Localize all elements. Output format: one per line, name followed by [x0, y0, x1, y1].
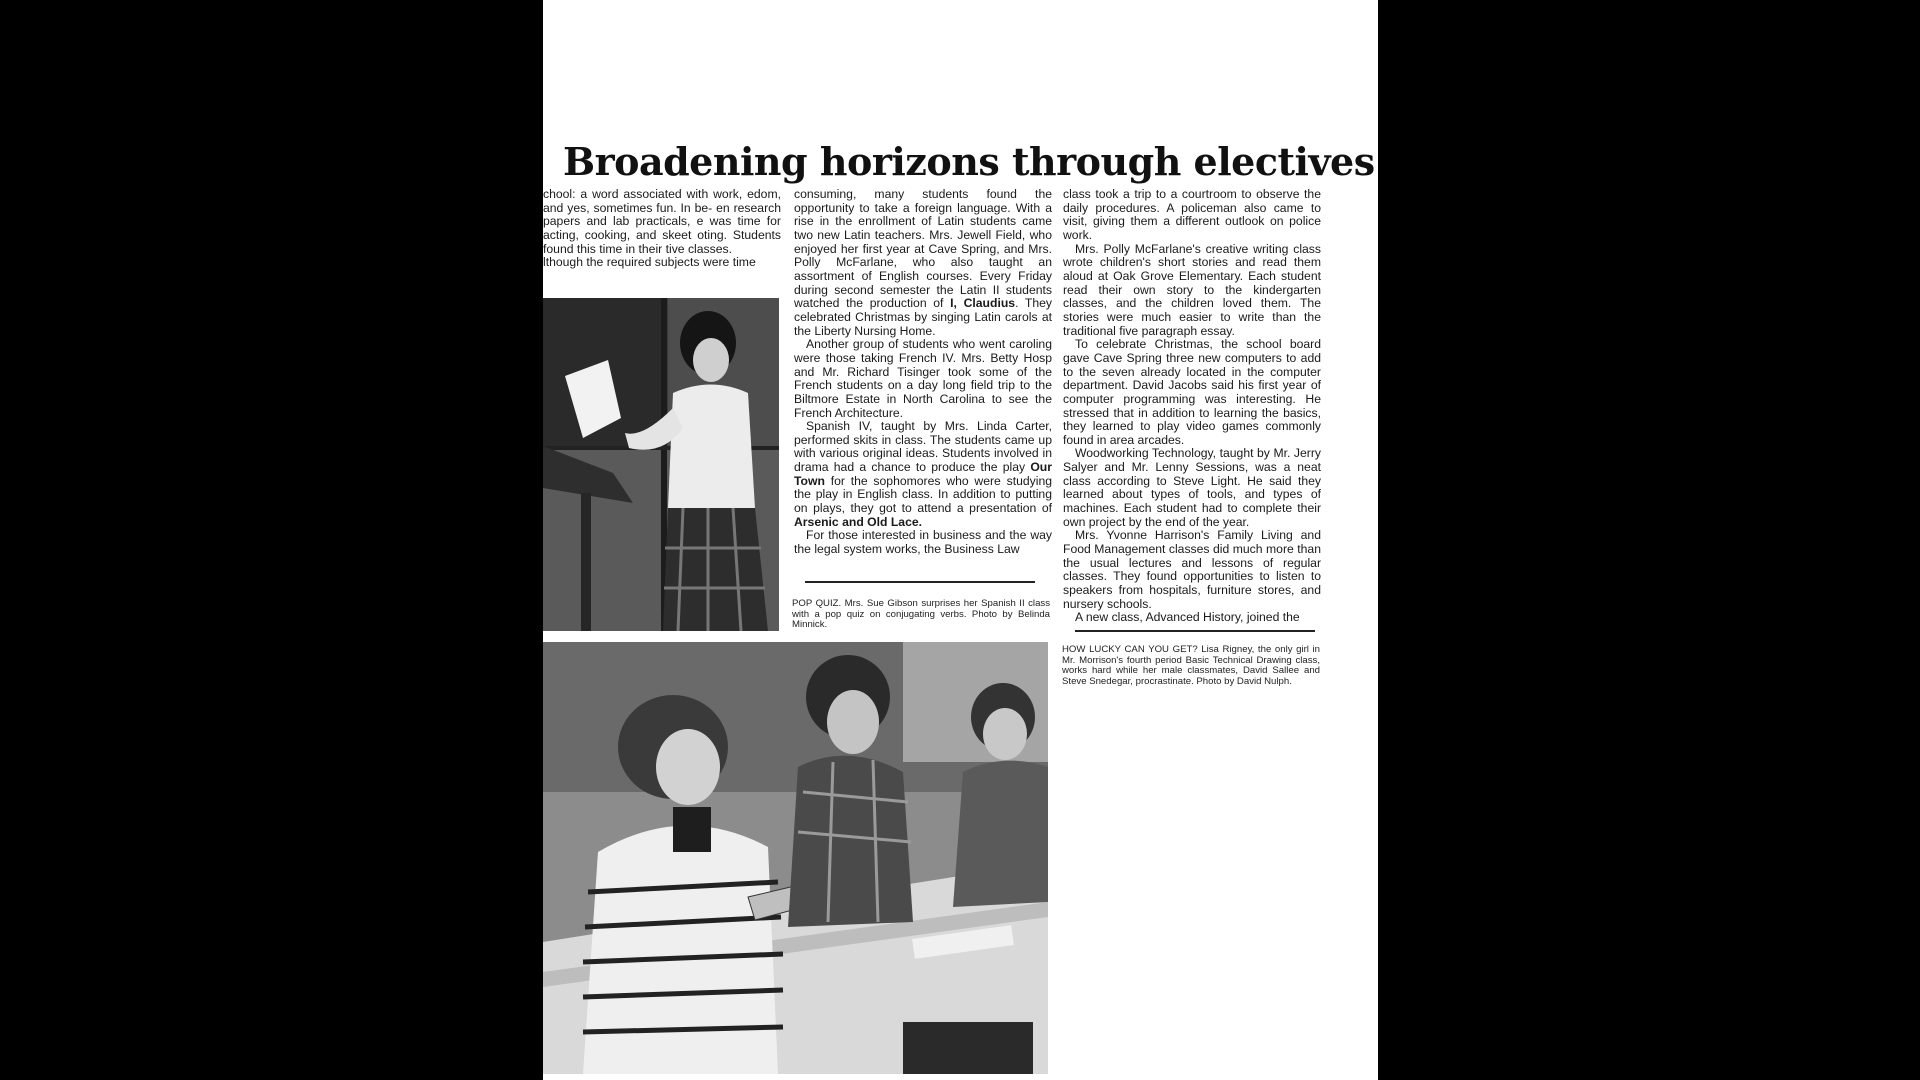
- column-1-paragraph: chool: a word associated with work, edom, and yes, sometimes fun. In be- en research papers and lab practicals, e was time for acting, cooking, and skeet oting. Students found this time in their tive classes.: [543, 188, 781, 256]
- column-3-paragraph: Mrs. Polly McFarlane's creative writing class wrote children's short stories and read them aloud at Oak Grove Elementary. Each student read their own story to the kindergarten classes, and the children loved them. The stories were much easier to write than the traditional five paragraph essay.: [1063, 241, 1321, 338]
- column-1-paragraph: lthough the required subjects were time: [543, 255, 756, 270]
- photo-caption-pop-quiz: POP QUIZ. Mrs. Sue Gibson surprises her Spanish II class with a pop quiz on conjugating verbs. Photo by Belinda Minnick.: [792, 598, 1050, 631]
- article-column-2: [794, 188, 1052, 557]
- column-2-paragraph: Spanish IV, taught by Mrs. Linda Carter, performed skits in class. The students came up with various original ideas. Students involved in drama had a chance to produce the play Our Town for the sophomores who were studying the play in English class. In addition to putting on plays, they got to attend a presentation of Arsenic and Old Lace.: [794, 419, 1052, 529]
- photo-technical-drawing-class: [543, 642, 1048, 1074]
- photo-caption-technical-drawing: HOW LUCKY CAN YOU GET? Lisa Rigney, the only girl in Mr. Morrison's fourth period Basic Technical Drawing class, works hard while her male classmates, David Sallee and Steve Snedegar, procrastinate. Photo by David Nulph.: [1062, 644, 1320, 687]
- column-2-paragraph: Another group of students who went caroling were those taking French IV. Mrs. Betty Hosp and Mr. Richard Tisinger took some of the French students on a day long field trip to the Biltmore Estate in North Carolina to see the French Architecture.: [794, 337, 1052, 420]
- caption-rule-1: [805, 581, 1035, 583]
- column-3-paragraph: Woodworking Technology, taught by Mr. Jerry Salyer and Mr. Lenny Sessions, was a neat class according to Steve Light. He said they learned about types of tools, and types of machines. Each student had to complete their own project by the end of the year.: [1063, 446, 1321, 529]
- column-2-paragraph: For those interested in business and the way the legal system works, the Business Law: [794, 528, 1052, 557]
- column-3-paragraph: A new class, Advanced History, joined the: [1075, 610, 1300, 625]
- column-3-paragraph: class took a trip to a courtroom to observe the daily procedures. A policeman also came to visit, giving them a different outlook on police work.: [1063, 187, 1321, 242]
- photo-teacher-pop-quiz: [543, 298, 779, 631]
- column-2-paragraph: consuming, many students found the opportunity to take a foreign language. With a rise in the enrollment of Latin students came two new Latin teachers. Mrs. Jewell Field, who enjoyed her first year at Cave Spring, and Mrs. Polly McFarlane, who also taught an assortment of English courses. Every Friday during second semester the Latin II students watched the production of I, Claudius. They celebrated Christmas by singing Latin carols at the Liberty Nursing Home.: [794, 187, 1053, 338]
- caption-rule-2: [1075, 630, 1315, 632]
- column-3-paragraph: Mrs. Yvonne Harrison's Family Living and Food Management classes did much more than the usual lectures and lessons of regular classes. They found opportunities to listen to speakers from hospitals, furniture stores, and nursery schools.: [1063, 528, 1321, 611]
- photo-students-illustration: [543, 642, 1048, 1074]
- photo-teacher-illustration: [543, 298, 779, 631]
- column-3-paragraph: To celebrate Christmas, the school board gave Cave Spring three new computers to add to the seven already located in the computer department. David Jacobs said his first year of computer programming was interesting. He stressed that in addition to learning the basics, they learned to play video games commonly found in area arcades.: [1063, 337, 1321, 447]
- article-headline: Broadening horizons through electives: [563, 139, 1375, 184]
- article-column-1: [543, 188, 781, 288]
- article-column-3: [1063, 188, 1321, 625]
- yearbook-page: [543, 0, 1378, 1080]
